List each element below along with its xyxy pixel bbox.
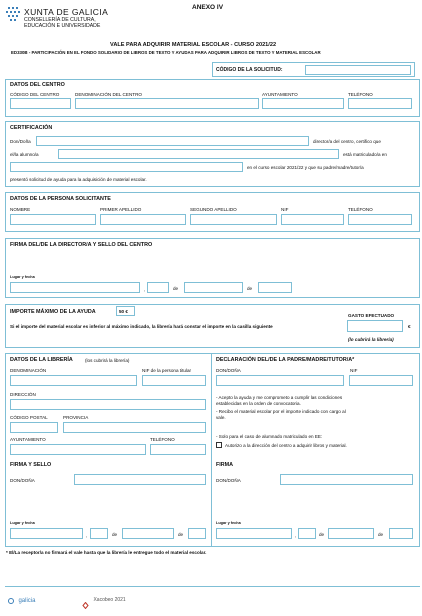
firma-director-comma: , xyxy=(144,287,146,292)
declaracion-item1b: establecidas en la orden de convocatoria. xyxy=(216,401,301,406)
solicitante-telefono-label: TELÉFONO xyxy=(348,207,373,212)
codigo-label: CÓDIGO DE LA SOLICITUD: xyxy=(216,67,283,73)
page-title: VALE PARA ADQUIRIR MATERIAL ESCOLAR - CURSO 2021/22 xyxy=(110,42,277,48)
libreria-mes-input[interactable] xyxy=(122,528,174,539)
declaracion-don-input[interactable] xyxy=(216,375,344,386)
libreria-cp-label: CÓDIGO POSTAL xyxy=(10,415,48,420)
declaracion-lugar-input[interactable] xyxy=(216,528,292,539)
declaracion-firma-heading: FIRMA xyxy=(216,462,234,468)
libreria-dia-input[interactable] xyxy=(90,528,108,539)
centro-telefono-label: TELÉFONO xyxy=(348,92,373,97)
footer-divider xyxy=(5,586,420,587)
solicitante-primer-label: PRIMER APELLIDO xyxy=(100,207,142,212)
declaracion-nif-label: NIF xyxy=(350,368,358,373)
solicitante-nombre-input[interactable] xyxy=(10,214,96,225)
certificacion-heading: CERTIFICACIÓN xyxy=(10,125,53,131)
org-department-2: EDUCACIÓN E UNIVERSIDADE xyxy=(24,23,101,29)
declaracion-de1: de xyxy=(319,532,325,537)
xacobeo-wordmark: Xacobeo 2021 xyxy=(93,596,126,603)
solicitante-nombre-label: NOMBRE xyxy=(10,207,31,212)
libreria-heading-note: (los cubrirá la librería) xyxy=(85,358,130,363)
solicitante-heading: DATOS DE LA PERSONA SOLICITANTE xyxy=(10,196,111,202)
libreria-cp-input[interactable] xyxy=(10,422,58,433)
centro-denominacion-input[interactable] xyxy=(75,98,259,109)
firma-director-lugar-input[interactable] xyxy=(10,282,140,293)
firma-director-lugar-label: Lugar y fecha xyxy=(10,275,35,279)
centro-ayuntamiento-label: AYUNTAMIENTO xyxy=(262,92,298,97)
galicia-wordmark: galicia xyxy=(18,597,36,604)
gasto-cubrira: (lo cubrirá la librería) xyxy=(348,337,394,342)
libreria-heading: DATOS DE LA LIBRERÍA xyxy=(10,357,73,363)
autorizo-checkbox[interactable] xyxy=(216,442,222,448)
libreria-de1: de xyxy=(112,532,118,537)
xacobeo-logo xyxy=(82,591,152,601)
libreria-provincia-label: PROVINCIA xyxy=(63,415,89,420)
firma-director-ano-input[interactable] xyxy=(258,282,292,293)
libreria-don-input[interactable] xyxy=(74,474,206,485)
firma-director-mes-input[interactable] xyxy=(184,282,243,293)
libreria-de2: de xyxy=(178,532,184,537)
galicia-mark-icon xyxy=(8,598,14,604)
cert-curso-input[interactable] xyxy=(10,162,243,172)
cert-alumno-input[interactable] xyxy=(58,149,339,159)
declaracion-mes-input[interactable] xyxy=(328,528,374,539)
declaracion-item2b: vale. xyxy=(216,415,226,420)
solicitante-nif-input[interactable] xyxy=(281,214,344,225)
solicitante-telefono-input[interactable] xyxy=(348,214,412,225)
firma-director-de1: de xyxy=(173,286,179,291)
firma-director-de2: de xyxy=(247,286,253,291)
xunta-logo xyxy=(5,6,21,24)
galicia-logo xyxy=(8,592,68,602)
centro-codigo-input[interactable] xyxy=(10,98,71,109)
libreria-ayuntamiento-label: AYUNTAMIENTO xyxy=(10,437,46,442)
solicitante-primer-input[interactable] xyxy=(100,214,186,225)
footer-note: * El/La receptor/a no firmará el vale hasta que la librería le entregue todo el material escolar. xyxy=(6,550,207,555)
declaracion-comma: , xyxy=(295,533,297,538)
declaracion-de2: de xyxy=(378,532,384,537)
cert-curso-text: en el curso escolar 2021/22 y que su padre/madre/tutor/a xyxy=(247,165,364,170)
libreria-denominacion-label: DENOMINACIÓN xyxy=(10,368,47,373)
libreria-ano-input[interactable] xyxy=(188,528,206,539)
declaracion-heading: DECLARACIÓN DEL/DE LA PADRE/MADRE/TUTOR/A* xyxy=(216,357,355,363)
firma-director-dia-input[interactable] xyxy=(147,282,169,293)
importe-note: Si el importe del material escolar es inferior al máximo indicado, la librería hará constar el importe en la casilla siguiente xyxy=(10,324,273,329)
gasto-label: GASTO EFECTUADO xyxy=(348,313,395,318)
declaracion-lugar-label: Lugar y fecha xyxy=(216,521,241,525)
centro-telefono-input[interactable] xyxy=(348,98,412,109)
libreria-telefono-input[interactable] xyxy=(150,444,206,455)
centro-heading: DATOS DEL CENTRO xyxy=(10,82,65,88)
section-divider xyxy=(211,353,212,547)
declaracion-firma-don-input[interactable] xyxy=(280,474,413,485)
solicitante-segundo-label: SEGUNDO APELLIDO xyxy=(190,207,237,212)
centro-codigo-label: CÓDIGO DEL CENTRO xyxy=(10,92,60,97)
centro-ayuntamiento-input[interactable] xyxy=(262,98,344,109)
declaracion-dia-input[interactable] xyxy=(298,528,316,539)
libreria-firma-heading: FIRMA Y SELLO xyxy=(10,462,52,468)
codigo-input[interactable] xyxy=(305,65,411,75)
firma-director-heading: FIRMA DEL/DE LA DIRECTOR/A Y SELLO DEL CENTRO xyxy=(10,242,153,248)
declaracion-nif-input[interactable] xyxy=(349,375,413,386)
solicitante-nif-label: NIF xyxy=(281,207,289,212)
declaracion-item3: - Solo para el caso de alumnado matriculado en EE: xyxy=(216,434,323,439)
libreria-telefono-label: TELÉFONO xyxy=(150,437,175,442)
cert-presento-text: presentó solicitud de ayuda para la adquisición de material escolar. xyxy=(10,177,147,182)
xacobeo-mark-icon xyxy=(82,596,89,603)
declaracion-autorizo: Autorizo a la dirección del centro a adquirir libros y material. xyxy=(225,443,347,448)
libreria-direccion-input[interactable] xyxy=(10,399,206,410)
page-subtitle: ED330B - PARTICIPACIÓN EN EL FONDO SOLIDARIO DE LIBROS DE TEXTO Y AYUDAS PARA ADQUIRIR LIBROS DE TEXTO Y MATERIAL ESCOLAR xyxy=(11,50,321,55)
libreria-provincia-input[interactable] xyxy=(63,422,206,433)
centro-denominacion-label: DENOMINACIÓN DEL CENTRO xyxy=(75,92,142,97)
libreria-denominacion-input[interactable] xyxy=(10,375,137,386)
declaracion-item2a: - Recibo el material escolar por el importe indicado con cargo al xyxy=(216,409,346,414)
declaracion-ano-input[interactable] xyxy=(389,528,413,539)
libreria-lugar-label: Lugar y fecha xyxy=(10,521,35,525)
importe-amount: 50 € xyxy=(119,309,128,314)
org-department-1: CONSELLERÍA DE CULTURA, xyxy=(24,17,96,23)
cert-alumno-label: el/la alumno/a xyxy=(10,152,39,157)
libreria-don-label: DON/DOÑA xyxy=(10,478,35,483)
libreria-nif-label: NIF de la persona titular xyxy=(142,368,192,373)
cert-matriculado-text: está matriculado/a en xyxy=(343,152,387,157)
libreria-nif-input[interactable] xyxy=(142,375,206,386)
annex-label: ANEXO IV xyxy=(192,4,224,11)
libreria-comma: , xyxy=(86,533,88,538)
gasto-input[interactable] xyxy=(347,320,403,332)
libreria-ayuntamiento-input[interactable] xyxy=(10,444,146,455)
importe-heading: IMPORTE MÁXIMO DE LA AYUDA xyxy=(10,309,96,315)
libreria-direccion-label: DIRECCIÓN xyxy=(10,392,36,397)
cert-don-label: Don/Doña xyxy=(10,139,31,144)
cert-director-text: director/a del centro, certifico que xyxy=(313,139,381,144)
libreria-lugar-input[interactable] xyxy=(10,528,83,539)
solicitante-segundo-input[interactable] xyxy=(190,214,277,225)
declaracion-item1a: - Acepto la ayuda y me comprometo a cumplir las condiciones xyxy=(216,395,343,400)
org-name: XUNTA DE GALICIA xyxy=(24,7,109,17)
gasto-euro: € xyxy=(408,324,411,329)
declaracion-firma-don-label: DON/DOÑA xyxy=(216,478,241,483)
cert-director-input[interactable] xyxy=(36,136,309,146)
declaracion-don-label: DON/DOÑA xyxy=(216,368,241,373)
